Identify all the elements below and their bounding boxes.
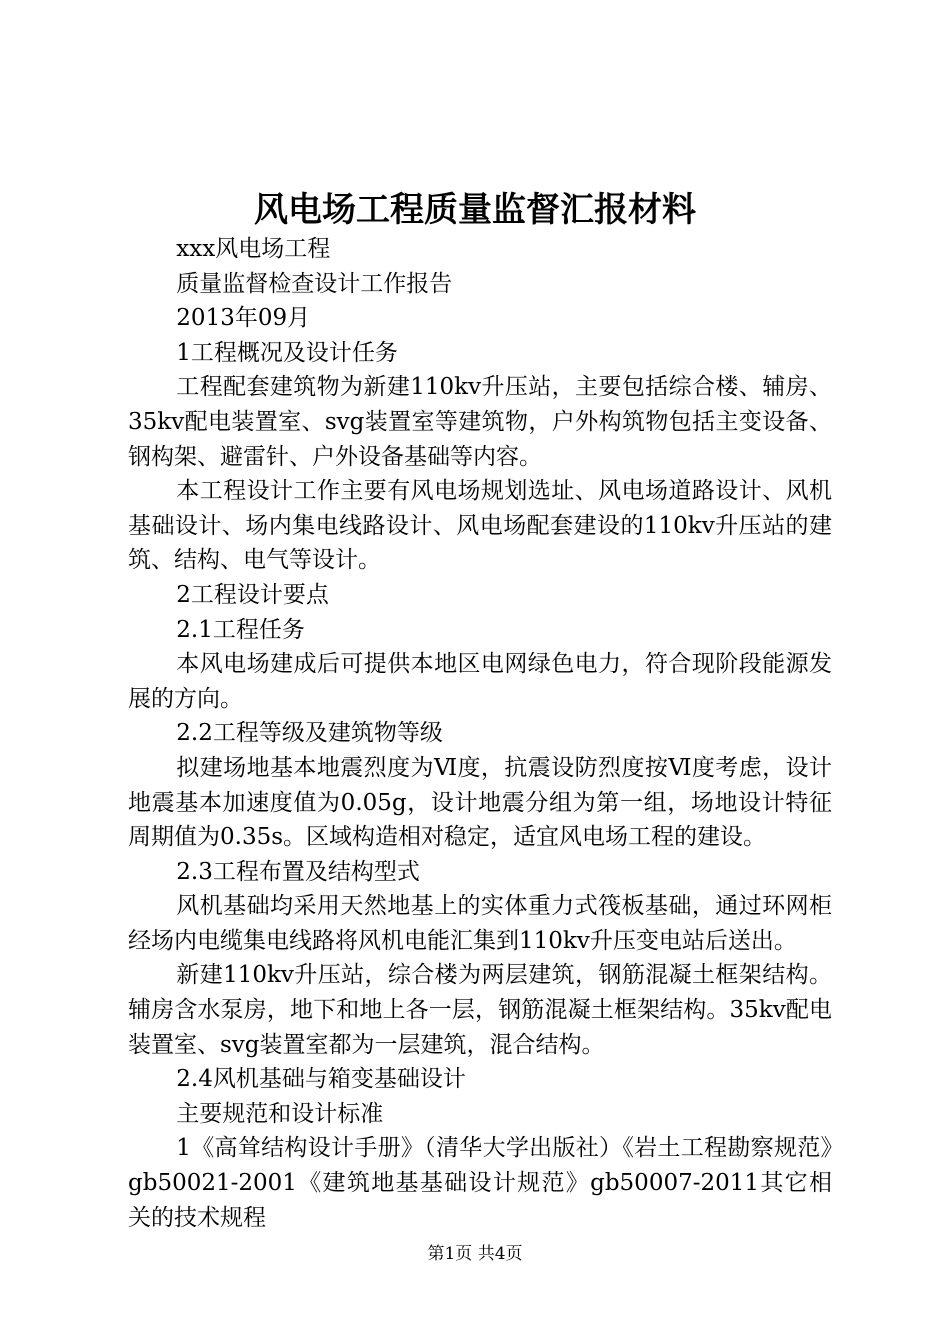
paragraph: 新建110kv升压站，综合楼为两层建筑，钢筋混凝土框架结构。辅房含水泵房，地下和地上各一层，钢筋混凝土框架结构。35kv配电装置室、svg装置室都为一层建筑，混合结构。 [128, 962, 832, 1058]
paragraph: 1《高耸结构设计手册》（清华大学出版社）《岩土工程勘察规范》gb50021-2001《建筑地基基础设计规范》gb50007-2011其它相关的技术规程 [128, 1135, 832, 1231]
section-heading: 2工程设计要点 [176, 581, 329, 608]
page-footer: 第1页 共4页 [427, 1244, 523, 1264]
subsection-heading: 2.4风机基础与箱变基础设计 [176, 1066, 466, 1093]
document-title: 风电场工程质量监督汇报材料 [254, 190, 696, 230]
paragraph: 质量监督检查设计工作报告 [176, 270, 453, 297]
paragraph: xxx风电场工程 [176, 236, 331, 262]
paragraph: 工程配套建筑物为新建110kv升压站，主要包括综合楼、辅房、35kv配电装置室、svg装置室等建筑物，户外构筑物包括主变设备、钢构架、避雷针、户外设备基础等内容。 [128, 374, 832, 470]
paragraph: 本工程设计工作主要有风电场规划选址、风电场道路设计、风机基础设计、场内集电线路设计、风电场配套建设的110kv升压站的建筑、结构、电气等设计。 [128, 478, 832, 574]
document-body [128, 232, 832, 1235]
subsection-heading: 2.3工程布置及结构型式 [176, 858, 420, 885]
paragraph: 主要规范和设计标准 [176, 1100, 384, 1127]
paragraph: 2013年09月 [176, 305, 311, 332]
paragraph: 拟建场地基本地震烈度为Ⅵ度，抗震设防烈度按Ⅵ度考虑，设计地震基本加速度值为0.05g，设计地震分组为第一组，场地设计特征周期值为0.35s。区域构造相对稳定，适宜风电场工程的建设。 [128, 754, 832, 851]
paragraph: 本风电场建成后可提供本地区电网绿色电力，符合现阶段能源发展的方向。 [128, 651, 832, 712]
paragraph: 风机基础均采用天然地基上的实体重力式筏板基础，通过环网柜经场内电缆集电线路将风机电能汇集到110kv升压变电站后送出。 [128, 893, 832, 954]
subsection-heading: 2.1工程任务 [176, 616, 305, 643]
subsection-heading: 2.2工程等级及建筑物等级 [176, 720, 443, 747]
section-heading: 1工程概况及设计任务 [176, 339, 398, 366]
